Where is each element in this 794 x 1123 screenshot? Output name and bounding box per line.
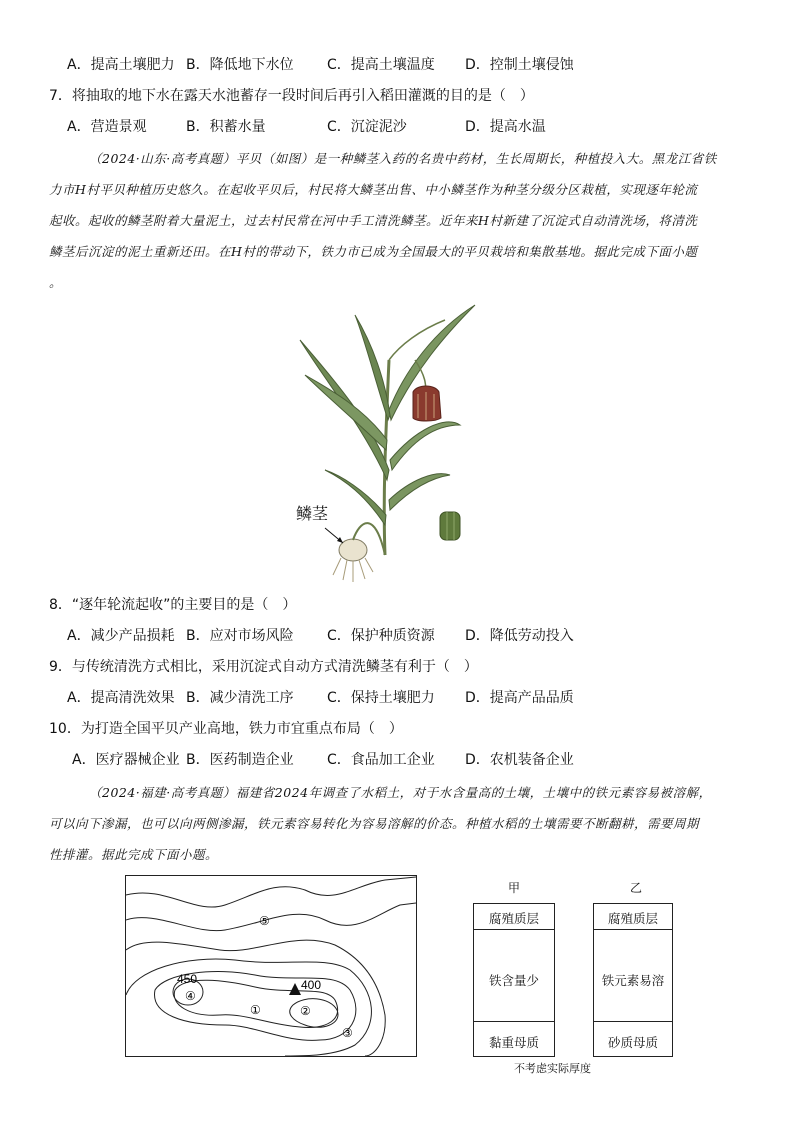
- q10-option-c[interactable]: C．食品加工企业: [327, 752, 435, 768]
- q10-question: 10．为打造全国平贝产业高地，铁力市宜重点布局（ ）: [49, 721, 403, 737]
- fritillaria-plant-illustration: [285, 300, 505, 585]
- q9-question: 9．与传统清洗方式相比，采用沉淀式自动方式清洗鳞茎有利于（ ）: [49, 659, 478, 675]
- q9-option-b[interactable]: B．减少清洗工序: [186, 690, 294, 706]
- q8-option-a[interactable]: A．减少产品损耗: [67, 628, 175, 644]
- q10-option-d[interactable]: D．农机装备企业: [465, 752, 574, 768]
- passage2-line-3: 性排灌。据此完成下面小题。: [49, 847, 219, 862]
- q10-option-a[interactable]: A．医疗器械企业: [72, 752, 180, 768]
- q8-option-d[interactable]: D．降低劳动投入: [465, 628, 574, 644]
- passage2-line-1: （2024·福建·高考真题）福建省2024年调查了水稻土，对于水含量高的土壤，土壤中的铁元素容易被溶解，: [89, 785, 712, 800]
- map-marker-1: ①: [250, 1003, 261, 1017]
- passage1-line-5: 。: [49, 275, 63, 290]
- q7-question: 7．将抽取的地下水在露天水池蓄存一段时间后再引入稻田灌溉的目的是（ ）: [49, 88, 534, 104]
- profile-note: 不考虑实际厚度: [514, 1062, 591, 1075]
- profile-yi-top-layer: 腐殖质层: [607, 911, 658, 926]
- q6-option-a[interactable]: A．提高土壤肥力: [67, 57, 175, 73]
- plant-bulb-label: 鳞茎: [296, 504, 329, 523]
- passage1-line-4: 鳞茎后沉淀的泥土重新还田。在H村的带动下，铁力市已成为全国最大的平贝栽培和集散基地。据此完成下面小题: [49, 244, 698, 259]
- q8-question: 8．“逐年轮流起收”的主要目的是（ ）: [49, 597, 297, 613]
- contour-label-450: 450: [177, 972, 198, 986]
- profile-yi: [593, 903, 673, 1057]
- profile-jia-top-layer: 腐殖质层: [488, 911, 539, 926]
- map-marker-4: ④: [185, 989, 196, 1003]
- q6-option-b[interactable]: B．降低地下水位: [186, 57, 294, 73]
- profile-yi-middle-layer: 铁元素易溶: [601, 973, 665, 988]
- map-marker-2: ②: [300, 1004, 311, 1018]
- q6-option-d[interactable]: D．控制土壤侵蚀: [465, 57, 574, 73]
- map-marker-5: ⑤: [259, 914, 270, 928]
- q9-option-a[interactable]: A．提高清洗效果: [67, 690, 175, 706]
- q7-option-a[interactable]: A．营造景观: [67, 119, 147, 135]
- q10-option-b[interactable]: B．医药制造企业: [186, 752, 294, 768]
- profile-yi-bottom-layer: 砂质母质: [607, 1035, 658, 1050]
- q9-option-c[interactable]: C．保持土壤肥力: [327, 690, 435, 706]
- q7-option-d[interactable]: D．提高水温: [465, 119, 546, 135]
- profile-jia: [473, 903, 555, 1057]
- map-marker-3: ③: [342, 1026, 353, 1040]
- profile-jia-bottom-layer: 黏重母质: [488, 1035, 539, 1050]
- contour-map: [125, 875, 417, 1057]
- passage1-line-1: （2024·山东·高考真题）平贝（如图）是一种鳞茎入药的名贵中药材，生长周期长，种植投入大。黑龙江省铁: [89, 151, 717, 166]
- q8-option-c[interactable]: C．保护种质资源: [327, 628, 435, 644]
- profile-yi-title: 乙: [630, 881, 643, 895]
- q7-option-c[interactable]: C．沉淀泥沙: [327, 119, 407, 135]
- profile-jia-middle-layer: 铁含量少: [488, 973, 539, 988]
- passage1-line-3: 起收。起收的鳞茎附着大量泥土，过去村民常在河中手工清洗鳞茎。近年来H村新建了沉淀式自动清洗场，将清洗: [49, 213, 698, 228]
- passage1-line-2: 力市H村平贝种植历史悠久。在起收平贝后，村民将大鳞茎出售、中小鳞茎作为种茎分级分区栽植，实现逐年轮流: [49, 182, 698, 197]
- passage2-line-2: 可以向下渗漏，也可以向两侧渗漏，铁元素容易转化为容易溶解的价态。种植水稻的土壤需要不断翻耕，需要周期: [49, 816, 700, 831]
- q9-option-d[interactable]: D．提高产品品质: [465, 690, 574, 706]
- q8-option-b[interactable]: B．应对市场风险: [186, 628, 294, 644]
- q6-option-c[interactable]: C．提高土壤温度: [327, 57, 435, 73]
- q7-option-b[interactable]: B．积蓄水量: [186, 119, 266, 135]
- profile-jia-title: 甲: [508, 881, 521, 895]
- contour-label-400: 400: [301, 978, 322, 992]
